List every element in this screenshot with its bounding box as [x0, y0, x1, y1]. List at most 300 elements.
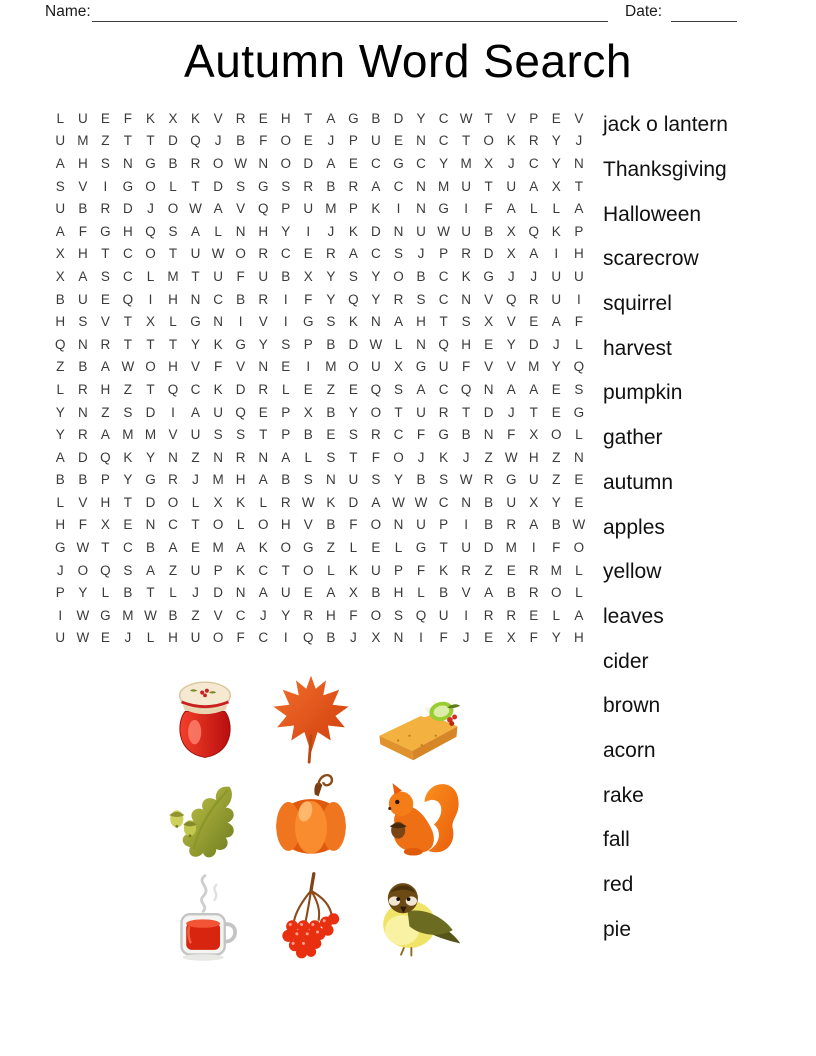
- grid-cell: A: [55, 155, 65, 171]
- grid-cell: U: [190, 427, 201, 443]
- grid-cell: T: [529, 404, 538, 420]
- grid-cell: A: [393, 314, 403, 330]
- grid-cell: E: [574, 472, 584, 488]
- grid-cell: U: [438, 359, 449, 375]
- grid-cell: Y: [78, 585, 88, 601]
- grid-cell: T: [394, 404, 403, 420]
- grid-cell: R: [371, 427, 381, 443]
- grid-cell: B: [461, 427, 471, 443]
- grid-cell: L: [575, 427, 583, 443]
- grid-cell: J: [575, 133, 583, 149]
- grid-cell: G: [415, 359, 427, 375]
- grid-cell: K: [348, 314, 358, 330]
- grid-cell: L: [281, 381, 290, 397]
- grid-cell: D: [213, 178, 223, 194]
- grid-cell: T: [439, 314, 448, 330]
- grid-cell: E: [258, 404, 268, 420]
- grid-cell: J: [350, 630, 357, 646]
- grid-cell: O: [280, 133, 291, 149]
- grid-cell: S: [416, 291, 426, 307]
- name-blank-line: [92, 4, 608, 22]
- grid-cell: A: [281, 449, 291, 465]
- name-label: Name:: [45, 3, 91, 20]
- word-list-item: scarecrow: [603, 247, 699, 271]
- grid-cell: Y: [145, 449, 155, 465]
- grid-cell: R: [168, 472, 178, 488]
- grid-cell: A: [551, 314, 561, 330]
- grid-cell: H: [168, 291, 178, 307]
- grid-cell: N: [573, 449, 584, 465]
- grid-cell: W: [437, 223, 450, 239]
- grid-cell: U: [77, 110, 88, 126]
- grid-cell: G: [483, 268, 494, 284]
- grid-cell: Y: [416, 110, 426, 126]
- grid-cell: J: [192, 585, 199, 601]
- grid-cell: U: [55, 133, 66, 149]
- grid-cell: L: [552, 201, 561, 217]
- grid-cell: A: [258, 585, 268, 601]
- grid-cell: P: [393, 562, 403, 578]
- grid-cell: R: [258, 246, 269, 262]
- grid-cell: C: [416, 155, 426, 171]
- grid-cell: D: [168, 133, 178, 149]
- grid-cell: A: [55, 449, 65, 465]
- grid-cell: I: [464, 607, 468, 623]
- grid-cell: Q: [122, 291, 134, 307]
- grid-cell: J: [214, 133, 222, 149]
- grid-cell: C: [258, 630, 269, 646]
- grid-cell: N: [416, 178, 426, 194]
- grid-cell: Q: [460, 381, 472, 397]
- grid-cell: O: [551, 427, 562, 443]
- grid-cell: H: [55, 517, 66, 533]
- grid-cell: Z: [168, 562, 178, 578]
- grid-cell: Y: [55, 427, 65, 443]
- grid-cell: N: [325, 472, 336, 488]
- grid-cell: B: [484, 494, 494, 510]
- grid-cell: Z: [101, 404, 110, 420]
- grid-cell: V: [78, 494, 88, 510]
- grid-cell: R: [506, 517, 517, 533]
- grid-cell: F: [552, 540, 561, 556]
- grid-cell: O: [167, 201, 179, 217]
- grid-cell: R: [77, 381, 88, 397]
- grid-cell: J: [417, 246, 425, 262]
- grid-cell: W: [234, 155, 248, 171]
- grid-cell: I: [283, 291, 288, 307]
- grid-cell: S: [281, 178, 291, 194]
- grid-cell: C: [438, 494, 449, 510]
- grid-cell: A: [78, 268, 88, 284]
- grid-cell: O: [235, 246, 246, 262]
- grid-cell: R: [303, 178, 314, 194]
- grid-cell: N: [483, 427, 494, 443]
- grid-cell: P: [213, 562, 223, 578]
- grid-cell: E: [348, 155, 358, 171]
- grid-cell: T: [123, 494, 133, 510]
- grid-cell: O: [212, 155, 224, 171]
- grid-cell: C: [213, 291, 223, 307]
- grid-cell: U: [461, 178, 471, 194]
- grid-cell: O: [212, 630, 224, 646]
- grid-cell: R: [393, 291, 404, 307]
- grid-cell: R: [528, 291, 539, 307]
- grid-cell: Y: [506, 336, 516, 352]
- grid-cell: Z: [56, 359, 65, 375]
- grid-cell: O: [370, 607, 382, 623]
- grid-cell: Q: [100, 562, 111, 578]
- grid-cell: S: [100, 268, 110, 284]
- grid-cell: J: [327, 133, 335, 149]
- grid-cell: O: [280, 155, 291, 171]
- grid-cell: C: [438, 133, 449, 149]
- grid-cell: S: [78, 314, 88, 330]
- grid-cell: T: [281, 562, 290, 578]
- grid-cell: F: [123, 110, 133, 126]
- grid-cell: L: [417, 585, 425, 601]
- word-list-item: Thanksgiving: [603, 158, 727, 182]
- grid-cell: A: [529, 178, 539, 194]
- grid-cell: E: [100, 630, 110, 646]
- grid-cell: H: [416, 314, 426, 330]
- grid-cell: R: [258, 291, 269, 307]
- grid-cell: T: [168, 336, 178, 352]
- grid-cell: A: [326, 155, 336, 171]
- word-list-item: apples: [603, 515, 665, 539]
- grid-cell: U: [416, 223, 426, 239]
- grid-cell: V: [461, 585, 471, 601]
- grid-cell: F: [484, 201, 493, 217]
- grid-cell: M: [212, 472, 224, 488]
- grid-cell: C: [438, 268, 449, 284]
- grid-cell: N: [393, 517, 404, 533]
- grid-cell: P: [281, 404, 291, 420]
- grid-cell: R: [303, 607, 314, 623]
- grid-cell: N: [483, 381, 494, 397]
- grid-cell: B: [168, 155, 178, 171]
- grid-cell: S: [123, 562, 133, 578]
- grid-cell: Q: [573, 359, 585, 375]
- grid-cell: N: [123, 155, 133, 171]
- grid-cell: E: [529, 314, 539, 330]
- grid-cell: P: [100, 472, 110, 488]
- grid-cell: D: [393, 110, 404, 126]
- grid-cell: C: [123, 268, 133, 284]
- grid-cell: E: [529, 607, 539, 623]
- grid-cell: X: [55, 268, 65, 284]
- grid-cell: A: [574, 607, 584, 623]
- grid-cell: K: [371, 201, 381, 217]
- grid-cell: E: [371, 540, 381, 556]
- grid-cell: Y: [123, 472, 133, 488]
- grid-cell: F: [236, 268, 245, 284]
- grid-cell: W: [369, 336, 383, 352]
- grid-cell: X: [551, 178, 561, 194]
- grid-cell: S: [281, 336, 291, 352]
- grid-cell: A: [100, 427, 110, 443]
- grid-cell: I: [531, 540, 536, 556]
- grid-cell: T: [349, 449, 358, 465]
- grid-cell: K: [348, 562, 358, 578]
- grid-cell: P: [281, 201, 291, 217]
- grid-cell: A: [529, 381, 539, 397]
- grid-cell: V: [484, 291, 494, 307]
- grid-cell: L: [530, 201, 538, 217]
- grid-cell: I: [419, 630, 423, 646]
- grid-cell: T: [439, 540, 448, 556]
- grid-cell: Q: [370, 381, 382, 397]
- grid-cell: W: [414, 494, 428, 510]
- word-list-item: red: [603, 873, 634, 897]
- grid-cell: K: [506, 133, 516, 149]
- grid-cell: B: [506, 585, 516, 601]
- grid-cell: F: [304, 291, 313, 307]
- grid-cell: W: [144, 607, 157, 623]
- grid-cell: N: [258, 155, 269, 171]
- grid-cell: V: [191, 359, 201, 375]
- grid-cell: K: [191, 110, 201, 126]
- grid-cell: N: [190, 291, 201, 307]
- grid-cell: W: [459, 110, 473, 126]
- grid-cell: N: [461, 494, 471, 510]
- rowan-berries-image: [258, 867, 364, 967]
- date-blank-line: [671, 4, 737, 22]
- grid-cell: J: [259, 607, 267, 623]
- grid-cell: L: [394, 540, 403, 556]
- grid-cell: A: [529, 246, 539, 262]
- grid-cell: E: [551, 404, 561, 420]
- grid-cell: L: [56, 381, 65, 397]
- grid-cell: J: [552, 336, 560, 352]
- grid-cell: A: [100, 359, 110, 375]
- grid-cell: M: [77, 133, 89, 149]
- grid-cell: R: [506, 607, 517, 623]
- grid-cell: O: [145, 178, 156, 194]
- grid-cell: R: [235, 449, 246, 465]
- grid-cell: E: [484, 336, 494, 352]
- grid-cell: L: [552, 607, 561, 623]
- grid-cell: R: [528, 562, 539, 578]
- grid-cell: P: [348, 133, 358, 149]
- grid-cell: B: [326, 404, 336, 420]
- grid-cell: M: [144, 427, 157, 443]
- grid-cell: J: [462, 449, 470, 465]
- grid-cell: D: [235, 381, 246, 397]
- grid-cell: D: [348, 336, 359, 352]
- grid-cell: S: [393, 381, 403, 397]
- grid-cell: D: [145, 404, 156, 420]
- grid-cell: D: [483, 404, 494, 420]
- grid-cell: V: [213, 110, 223, 126]
- grid-cell: K: [348, 223, 358, 239]
- grid-cell: B: [236, 291, 246, 307]
- grid-cell: A: [326, 110, 336, 126]
- grid-cell: U: [371, 562, 381, 578]
- grid-cell: J: [147, 201, 154, 217]
- grid-cell: N: [145, 517, 156, 533]
- grid-cell: N: [258, 449, 269, 465]
- grid-cell: B: [78, 201, 88, 217]
- grid-cell: F: [371, 449, 381, 465]
- grid-cell: U: [55, 201, 66, 217]
- grid-cell: H: [280, 517, 291, 533]
- grid-cell: C: [438, 381, 449, 397]
- grid-cell: B: [78, 472, 88, 488]
- grid-cell: U: [77, 291, 88, 307]
- grid-cell: E: [258, 110, 268, 126]
- grid-cell: E: [506, 562, 516, 578]
- word-list-item: autumn: [603, 470, 674, 494]
- page-title: Autumn Word Search: [184, 35, 632, 87]
- grid-cell: V: [236, 359, 246, 375]
- grid-cell: B: [168, 607, 178, 623]
- grid-cell: A: [416, 381, 426, 397]
- grid-cell: N: [213, 449, 223, 465]
- grid-cell: Q: [303, 630, 314, 646]
- grid-cell: B: [78, 359, 88, 375]
- grid-cell: T: [191, 268, 200, 284]
- grid-cell: D: [348, 494, 359, 510]
- grid-cell: B: [145, 540, 155, 556]
- grid-cell: E: [281, 359, 291, 375]
- grid-cell: C: [258, 562, 269, 578]
- grid-cell: B: [55, 291, 65, 307]
- grid-cell: B: [303, 427, 313, 443]
- word-list-item: yellow: [603, 560, 662, 584]
- grid-cell: W: [572, 517, 586, 533]
- grid-cell: Z: [326, 540, 335, 556]
- grid-cell: D: [145, 494, 156, 510]
- grid-cell: Z: [552, 472, 561, 488]
- grid-cell: N: [573, 155, 584, 171]
- grid-cell: G: [145, 155, 156, 171]
- word-list-item: squirrel: [603, 292, 672, 316]
- grid-cell: Y: [326, 268, 336, 284]
- grid-cell: Z: [484, 449, 493, 465]
- grid-cell: Z: [484, 562, 493, 578]
- grid-cell: C: [371, 155, 381, 171]
- grid-cell: G: [235, 336, 246, 352]
- grid-cell: X: [506, 630, 516, 646]
- word-list-item: acorn: [603, 738, 656, 762]
- grid-cell: Q: [235, 404, 246, 420]
- grid-cell: W: [189, 201, 202, 217]
- grid-cell: Q: [257, 201, 269, 217]
- grid-cell: F: [507, 427, 516, 443]
- grid-cell: A: [236, 540, 246, 556]
- grid-cell: U: [528, 472, 539, 488]
- grid-cell: U: [416, 404, 426, 420]
- squirrel-image: [364, 767, 470, 867]
- grid-cell: G: [415, 540, 427, 556]
- grid-cell: V: [168, 427, 178, 443]
- grid-cell: X: [303, 268, 313, 284]
- grid-cell: V: [78, 178, 88, 194]
- grid-cell: I: [283, 630, 288, 646]
- grid-cell: G: [438, 427, 449, 443]
- grid-cell: B: [371, 110, 381, 126]
- grid-cell: W: [121, 359, 135, 375]
- grid-cell: L: [304, 449, 313, 465]
- grid-cell: T: [146, 336, 155, 352]
- grid-cell: V: [574, 110, 584, 126]
- grid-cell: D: [483, 246, 494, 262]
- grid-cell: B: [371, 585, 381, 601]
- grid-cell: L: [575, 585, 583, 601]
- grid-cell: A: [191, 223, 201, 239]
- grid-cell: O: [303, 562, 314, 578]
- grid-cell: S: [303, 472, 313, 488]
- grid-cell: G: [55, 540, 66, 556]
- grid-cell: Y: [393, 472, 403, 488]
- grid-cell: B: [326, 336, 336, 352]
- grid-cell: G: [348, 110, 359, 126]
- grid-cell: G: [573, 404, 585, 420]
- grid-cell: L: [56, 110, 65, 126]
- grid-cell: F: [529, 630, 538, 646]
- grid-cell: J: [530, 268, 538, 284]
- grid-cell: L: [236, 517, 245, 533]
- grid-cell: B: [416, 472, 426, 488]
- grid-cell: X: [529, 494, 539, 510]
- grid-cell: S: [371, 472, 381, 488]
- grid-cell: Q: [100, 449, 111, 465]
- grid-cell: J: [507, 268, 515, 284]
- grid-cell: N: [393, 223, 404, 239]
- grid-cell: H: [123, 223, 133, 239]
- grid-cell: S: [168, 223, 178, 239]
- word-list-item: pumpkin: [603, 381, 683, 405]
- grid-cell: D: [528, 336, 539, 352]
- grid-cell: U: [438, 607, 449, 623]
- grid-cell: W: [76, 630, 90, 646]
- grid-cell: I: [576, 291, 581, 307]
- grid-cell: O: [257, 517, 269, 533]
- grid-cell: O: [573, 540, 585, 556]
- grid-cell: H: [461, 336, 471, 352]
- grid-cell: S: [213, 427, 223, 443]
- grid-cell: U: [461, 540, 471, 556]
- grid-cell: M: [528, 359, 540, 375]
- oak-leaf-acorns-image: [152, 767, 258, 867]
- grid-cell: L: [101, 585, 110, 601]
- grid-cell: H: [258, 223, 269, 239]
- grid-cell: A: [506, 381, 516, 397]
- grid-cell: V: [506, 314, 516, 330]
- grid-cell: S: [439, 472, 449, 488]
- grid-cell: D: [77, 449, 88, 465]
- grid-cell: Y: [551, 155, 561, 171]
- grid-cell: H: [325, 607, 336, 623]
- grid-cell: I: [238, 314, 243, 330]
- grid-cell: D: [371, 223, 381, 239]
- grid-cell: V: [303, 517, 313, 533]
- grid-cell: L: [146, 268, 155, 284]
- grid-cell: R: [348, 178, 359, 194]
- grid-cell: I: [396, 201, 401, 217]
- grid-cell: U: [551, 268, 562, 284]
- grid-cell: E: [100, 110, 110, 126]
- grid-cell: N: [371, 314, 381, 330]
- grid-cell: H: [77, 155, 88, 171]
- grid-cell: T: [146, 381, 155, 397]
- grid-cell: C: [123, 540, 133, 556]
- grid-cell: N: [416, 133, 426, 149]
- grid-cell: H: [280, 110, 291, 126]
- grid-cell: X: [484, 314, 494, 330]
- grid-cell: G: [505, 472, 517, 488]
- grid-cell: A: [145, 562, 155, 578]
